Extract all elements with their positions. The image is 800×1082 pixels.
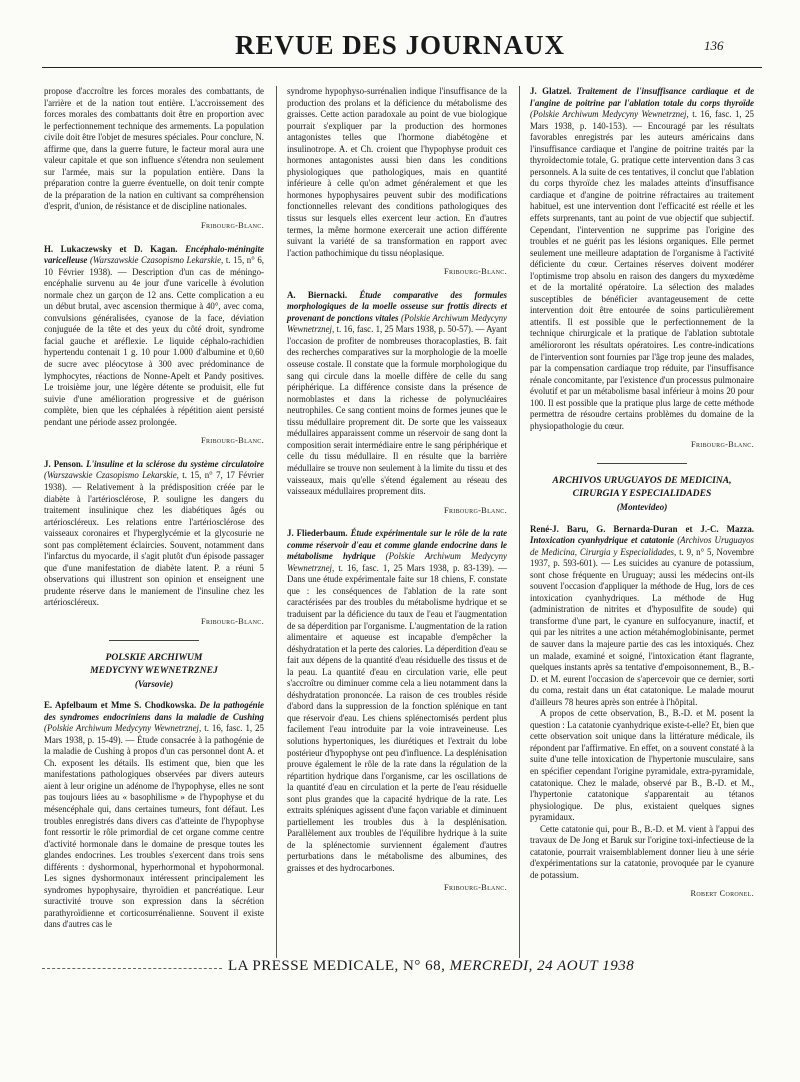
article-ref: t. 16, fasc. 1, 25 Mars 1938, p. 83-139). — [338, 562, 508, 573]
article-source: (Warszawskie Czasopismo Lekarskie, [89, 255, 224, 266]
article-source: (Archivos Uruguayos de Medicina, Cirurgia y Especialidades, [530, 535, 754, 557]
article-body: Étude consacrée à la pathogénie de la maladie de Cushing à propos d'un cas personnel dont A. et Ch. exposent les détails. Ils estiment que, bien que les manifestations pathologiques observées par divers auteurs aient à leur origine un adénome de l'hypophyse, elles ne sont pas toujours liées au « basophilisme » de l'hypophyse et du mésencéphale qui, dans certaines tumeurs, font défaut. Les troubles enregistrés dans divers cas d'atteinte de l'hypophyse font ressortir le rôle primordial de cet organe comme centre d'activité hormonale dans le domaine de presque toutes les glandes endocrines. Les troubles s'exercent dans trois sens différents : dyshormonal, hyperhormonal et hypohormonal. Les signes dyshormonaux intéressent principalement les syndromes hypophysaire, thyroïdien et pancréatique. Leur suractivité trouve son expression dans la sécrétion parathyroïdienne et corticosurrénalienne. Souvent il existe dans d'autres cas le [44, 734, 264, 930]
column-3 [530, 86, 754, 912]
footer-line [228, 958, 768, 975]
article-source: (Polskie Archiwum Medycyny Wewnetrznej, [44, 723, 202, 734]
section-place: (Varsovie) [134, 678, 174, 689]
section-rule [109, 640, 199, 641]
article-penson [44, 459, 264, 609]
footer-rule [42, 968, 222, 969]
article-authors: J. Penson. [44, 458, 84, 469]
article-title: De la pathogénie des syndromes endocriniens dans la maladie de Cushing [44, 700, 264, 722]
header-rule [42, 67, 762, 68]
article-authors: E. Apfelbaum et Mme S. Chodkowska. [44, 700, 197, 711]
article-ref: t. 16, fasc. 1, 25 Mars 1938, p. 50-57). — [336, 324, 485, 335]
column-divider [519, 86, 520, 958]
article-biernacki [287, 290, 507, 498]
section-title-line: ARCHIVOS URUGUAYOS DE MEDICINA, [552, 474, 732, 486]
footer-journal: LA PRESSE MEDICALE, [228, 958, 399, 974]
article-authors: J. Fliederbaum. [287, 528, 348, 539]
article-source: (Polskie Archiwum Medycyny Wewnetrznej, [530, 109, 689, 120]
section-title [44, 651, 264, 677]
article-title: Étude expérimentale sur le rôle de la rate comme réservoir d'eau et comme glande endocrine dans le métabolisme hydrique [287, 528, 508, 562]
section-title-line: MEDYCYNY WEWNETRZNEJ [90, 664, 218, 676]
section-place: (Montevideo) [616, 501, 668, 512]
footer-issue: N° 68, [403, 958, 446, 974]
signature: Fribourg-Blanc. [201, 616, 264, 626]
article-ref: t. 16, fasc. 1, 25 Mars 1938, p. 140-153). — [530, 109, 754, 131]
article-ref: t. 9, n° 5, Novembre 1937, p. 593-601). — [530, 546, 755, 569]
column-2 [287, 86, 507, 905]
article-ref: t. 15, n° 6, 10 Février 1938). — [44, 255, 265, 277]
article-lukaczewsky [44, 244, 264, 429]
article-body: Dans une étude expérimentale faite sur 18 chiens, F. constate que : les conséquences de l'ablation de la rate sont caractérisées par des troubles du métabolisme hydrique et se traduisent par la déficience du taux de l'eau et l'augmentation de sa déperdition par l'organisme. L'augmentation de la ration alimentaire et aqueuse est incapable d'empêcher la déshydratation et la perte des calories. La déperdition d'eau se fait aux dépens de la quantité d'eau résiduelle des tissus et de la peau. La quantité d'eau en circulation varie, elle peut s'accroître ou diminuer comme cela a lieu notamment dans la déshydratation prononcée. La raison de ces troubles réside d'abord dans la suppression de la fonction splénique en tant que réservoir d'eau. Les chiens splénectomisés perdent plus facilement l'eau introduite par la voie intraveineuse. Les solutions hypertoniques, les diurétiques et l'extrait du lobe postérieur d'hypophyse ont peu d'influence. La desplénisation prouve également le rôle de la rate dans la régulation de la répartition hydrique dans l'organisme, car les oscillations de la quantité d'eau en circulation et la perte de l'eau résiduelle sont plus grandes que la capacité hydrique de la rate. Les extraits spléniques agissent d'une façon variable et diminuent partiellement les troubles dus à la desplénisation. Parallèlement aux troubles de l'équilibre hydrique à la suite de la splénectomie surviennent également d'autres perturbations dans le métabolisme des albumines, des graisses et des hydrocarbones. [287, 574, 507, 873]
article-authors: H. Lukaczewsky et D. Kagan. [44, 243, 178, 254]
article-title: Traitement de l'insuffisance cardiaque et de l'angine de poitrine par l'ablation totale du corps thyroïde [530, 86, 755, 108]
section-title-line: POLSKIE ARCHIWUM [105, 651, 203, 663]
column-1 [44, 86, 264, 931]
article-authors: René-J. Baru, G. Bernarda-Duran et J.-C. Mazza. [530, 523, 754, 534]
article-source: (Polskie Archiwum Medycyny Wewnetrznej, [287, 312, 507, 335]
intro-text: propose d'accroître les forces morales des combattants, de l'arrière et de la nation tout entière. L'accroissement des forces morales des combattants doit être en proportion avec le perfectionnement technique des armements. La population civile doit être l'objet de mesures spéciales. Pour conclure, N. affirme que, dans la guerre future, le facteur moral aura une valeur capitale et que son influence s'étendra non seulement sur l'armée, mais sur la population entière. Dans la préparation contre la guerre éventuelle, on doit tenir compte de la préparation de la nation en cultivant sa compréhension d'esprit, d'union, de résistance et de discipline nationales. [44, 86, 264, 212]
footer-date: MERCREDI, 24 AOUT 1938 [449, 958, 635, 974]
article-paragraph: A propos de cette observation, B., B.-D. et M. posent la question : La catatonie cyanhydrique existe-t-elle? Et, bien que cette observation soit unique dans la littérature médicale, ils répondent par l'affirmative. En effet, on a souvent constaté à la suite d'une telle intoxication de l'hypertonie musculaire, sans en spécifier cependant l'origine pyramidale, extra-pyramidale, catatonique. Chez le malade, observé par B., B.-D. et M., l'hypertonie catatonique s'apparentait au tétanos physiologique. De plus, existaient quelques signes pyramidaux. [530, 708, 755, 823]
section-title-line: CIRURGIA Y ESPECIALIDADES [572, 487, 712, 499]
signature: Fribourg-Blanc. [444, 267, 507, 277]
article-body: Ayant l'occasion de profiter de nombreuses thoracoplasties, B. fait des recherches comparatives sur la morphologie de la moelle osseuse costale. Il constate que la formule morphologique du sang qui circule dans la moelle diffère de celle du sang périphérique. La différence consiste dans la présence de normoblastes et dans la richesse de polynucléaires neutrophiles. Ce sang contient moins de formes jeunes que le tissu médullaire proprement dit. De sorte que les vaisseaux médullaires apparaissent comme un réservoir de sang dont la composition serait intermédiaire entre le sang périphérique et celle du tissu médullaire. Il en résulte que la barrière médullaire se trouve non seulement à la limite du tissu et des vaisseaux, mais qu'elle s'étend également au réseau des vaisseaux médullaires proprement dits. [287, 324, 507, 497]
article-title: Étude comparative des formules morphologiques de la moelle osseuse sur frottis directs et provenant de ponctions vitales [287, 289, 507, 323]
article-source: (Polskie Archiwum Medycyny Wewnetrznej, [287, 551, 507, 573]
signature: Fribourg-Blanc. [444, 505, 507, 515]
signature: Fribourg-Blanc. [691, 440, 754, 450]
article-authors: J. Glatzel. [530, 86, 572, 96]
signature: Fribourg-Blanc. [201, 221, 264, 231]
signature: Fribourg-Blanc. [201, 436, 264, 446]
page-number: 136 [704, 38, 724, 53]
article-body: Encouragé par les résultats favorables enregistrés par les auteurs américains dans l'insuffisance cardiaque et l'angine de poitrine traités par la thyroïdectomie totale, G. pratique cette intervention dans 3 cas personnels. A la suite de ces tentatives, il conclut que l'ablation du corps thyroïde chez les malades atteints d'insuffisance cardiaque et d'angine de poitrine réfractaires au traitement habituel, est une intervention dont l'efficacité est réelle et les effets surprenants, tant au point de vue objectif que subjectif. Cependant, l'intervention ne supprime pas l'origine des troubles et ne guérit pas les lésions organiques. Elle permet seulement une meilleure adaptation de l'organisme à l'activité déficiente du cœur. Certaines réserves doivent modérer l'optimisme trop absolu en raison des dangers du myxœdème et de la mortalité opératoire. La sélection des malades susceptibles de bénéficier avantageusement de cette intervention doit être entourée de soins particulièrement attentifs. Il est possible que le perfectionnement de la technique chirurgicale et la pratique de l'ablation subtotale améliororont les résultats opératoires. Les contre-indications de l'intervention sont fournies par l'âge trop jeune des malades, par la compensation cardiaque trop réduite, par l'insuffisance rénale concomitante, par l'existence d'un processus pulmonaire évolutif et par un métabolisme basal inférieur à moins 20 pour 100. Il est possible que la pratique plus large de cette méthode permettra de résoudre certains problèmes du domaine de la physiopathologie du cœur. [530, 120, 755, 431]
signature: Robert Coronel. [690, 889, 754, 899]
article-ref: t. 16, fasc. 1, 25 Mars 1938, p. 15-49). — [44, 723, 264, 745]
article-source: (Warszawskie Czasopismo Lekarskie, [44, 470, 179, 481]
article-body: Description d'un cas de méningo-encéphalie survenu au 4e jour d'une varicelle à évolution normale chez un garçon de 12 ans. Cette complication a eu un début brutal, avec ascension thermique à 40°, avec coma, convulsions généralisées, cyanose de la face, déviation conjuguée de la tête et des yeux du côté droit, syndrome facial gauche et aréflexie. Le liquide céphalo-rachidien hypertendu contenait 1 g. 10 pour 1.000 d'albumine et 0,60 de sucre avec pléocytose à 300 avec prédominance de lymphocytes, réactions de Nonne-Apelt et Pandy positives. Le troisième jour, une légère détente se produisit, elle fut suivie d'une amélioration progressive et de guérison complète, bien que les céphalées à répétition aient persisté pendant une période assez prolongée. [44, 266, 265, 427]
article-title: L'insuline et la sclérose du système circulatoire [86, 458, 264, 469]
article-baru [530, 524, 754, 709]
article-apfelbaum [44, 700, 264, 931]
article-title: Intoxication cyanhydrique et catatonie [530, 535, 675, 546]
section-rule [597, 463, 687, 464]
article-body: Relativement à la prédisposition créée par le diabète à l'artériosclérose, P. souligne les dangers du traitement insulinique chez les diabétiques âgés ou artérioscléreux. Les relations entre l'artériosclérose des vaisseaux coronaires et l'hyperglycémie et la glycosurie ne sont pas complètement éclaircies. Souvent, notamment dans l'infarctus du myocarde, il s'agit plutôt d'un épisode passager que d'une manifestation de diabète latent. P. a réuni 5 observations qui illustrent son opinion et enseignent une prudente réserve dans le maniement de l'insuline chez les artérioscléreux. [44, 481, 265, 608]
article-body: Les suicides au cyanure de potassium, sont chose fréquente en Uruguay; aussi les médecins ont-ils souvent l'occasion d'appliquer la méthode de Hug, lors de ces intoxication cyanhydriques. La méthode de Hug (administration de nitrites et d'hyposulfite de soude) qui transforme d'une part, le cyanure en sulfocyanure, inactif, et qui par les nitrites a une action métahémoglobinisante, permet de sauver dans la majeure partie des cas les intoxiqués. Chez un malade, examiné et soigné, l'intoxication étant flagrante, quelques instants après sa tentative d'empoisonnement, B., B.-D. et M. eurent l'occasion de s'apercevoir que ce dernier, sorti du coma, restait dans un état catatonique. Le malade mourut d'ailleurs 78 heures après son entrée à l'hôpital. [530, 558, 754, 707]
article-paragraph: Cette catatonie qui, pour B., B.-D. et M. vient à l'appui des travaux de De Jong et Baruk sur l'origine toxi-infectieuse de la catatonie, pourrait vraisemblablement donner lieu à une série d'expérimentations sur la catatonie, provoquée par le cyanure de potassium. [530, 823, 754, 880]
article-title: Encéphalo-méningite varicelleuse [44, 243, 264, 266]
article-ref: t. 15, n° 7, 17 Février 1938). — [44, 470, 264, 492]
article-authors: A. Biernacki. [287, 289, 348, 300]
signature: Fribourg-Blanc. [444, 882, 507, 892]
page-title: REVUE DES JOURNAUX [234, 30, 566, 60]
article-glatzel [530, 86, 754, 432]
section-title [530, 474, 754, 500]
continued-text: syndrome hypophyso-surrénalien indique l'insuffisance de la production des prolans et la déficience du métabolisme des graisses. Cette action paradoxale au point de vue biologique pourrait s'expliquer par la production des hormones antagonistes telles que l'hormone diabétogène et insulinotrope. A. et Ch. croient que l'hypophyse produit ces hormones antagonistes aussi bien dans les conditions physiologiques que pathologiques, mais en quantité inférieure à celle qu'on admet généralement et que les hormones hypophysaires peuvent subir des modifications fonctionnelles relevant des conditions pathologiques des tissus sur lesquels elles exercent leur action. En d'autres termes, la même hormone exercerait une action différente suivant la variété de sa transformation en rapport avec l'action pathochimique du tissu néoplasique. [287, 86, 507, 258]
article-fliederbaum [287, 528, 507, 874]
column-divider [276, 86, 277, 958]
